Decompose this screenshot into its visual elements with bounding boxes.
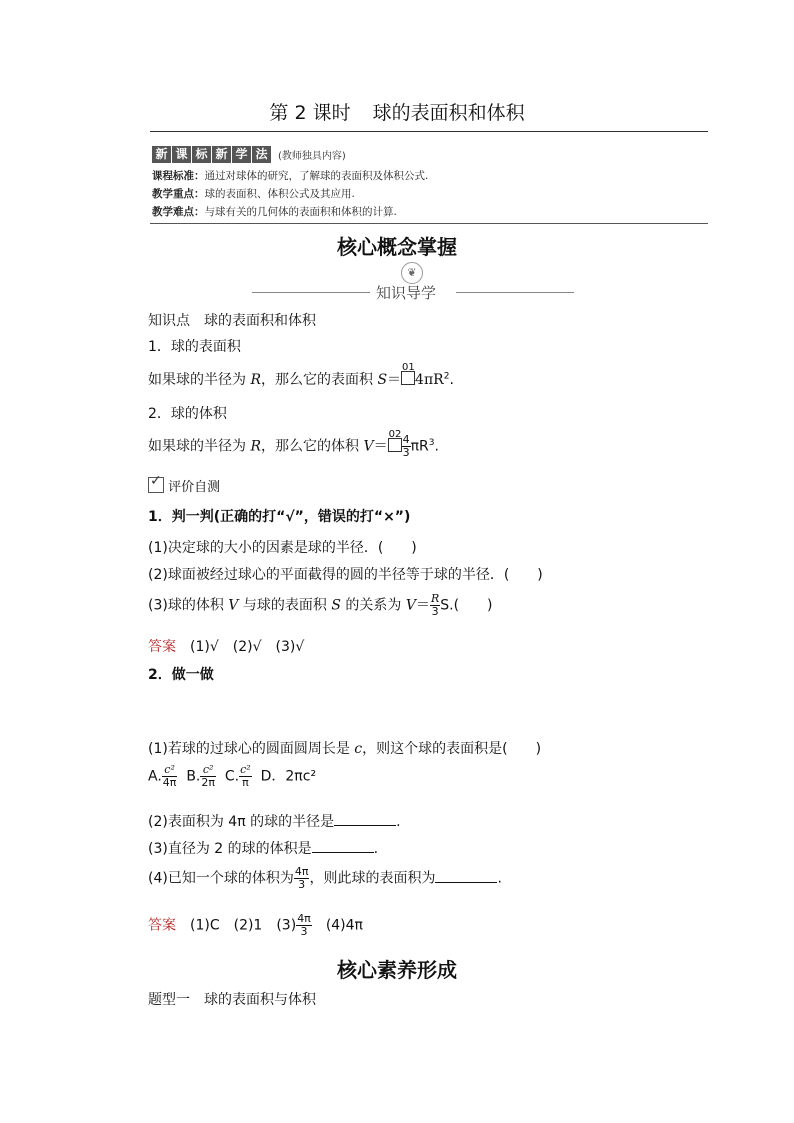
q2-heading: 2．做一做	[148, 667, 214, 683]
equals: ＝	[415, 597, 430, 614]
page-title	[0, 98, 794, 125]
section-heading-core-literacy: 核心素养形成	[337, 958, 457, 982]
guide-title: 知识导学	[376, 284, 437, 302]
denominator: 4π	[162, 776, 177, 789]
numerator: c²	[162, 764, 178, 777]
answer-blank	[334, 811, 396, 826]
numerator: 4π	[294, 865, 309, 878]
banner-char: 法	[252, 146, 271, 163]
formula: πR	[410, 438, 429, 455]
denominator: 3	[431, 605, 439, 618]
q1-item-1: (1)决定球的大小的因素是球的半径．( )	[148, 540, 417, 556]
surface-area-heading: 1．球的表面积	[148, 339, 241, 355]
text: (2)表面积为 4π 的球的半径是	[148, 814, 335, 830]
denominator: 3	[300, 925, 308, 938]
text: (3)球的体积	[148, 597, 229, 614]
numerator: R	[430, 592, 440, 605]
section-heading-core-concepts: 核心概念掌握	[337, 235, 457, 259]
answer-blank	[312, 838, 374, 853]
text: (3)直径为 2 的球的体积是	[148, 841, 312, 857]
equals: ＝	[373, 438, 388, 455]
text: .	[396, 814, 401, 830]
standard-label: 课程标准：	[152, 170, 205, 182]
fraction	[162, 764, 178, 789]
answer-text: (4)4π	[325, 917, 363, 934]
formula: 4πR	[415, 372, 444, 388]
text: (4)已知一个球的体积为	[148, 870, 294, 887]
var-v: V	[405, 597, 416, 614]
q1-item-3	[148, 593, 493, 618]
fraction	[294, 866, 310, 891]
focus-label: 教学重点：	[152, 188, 205, 200]
eval-label: 评价自测	[168, 480, 221, 495]
text: .	[373, 841, 379, 857]
focus-text: 球的表面积、体积公式及其应用.	[204, 188, 355, 200]
numerator: 4π	[297, 912, 311, 925]
answer-blank	[435, 868, 497, 883]
teaching-difficulty	[152, 204, 397, 219]
numerator: 4	[402, 433, 410, 446]
banner-char: 标	[192, 146, 211, 163]
lesson-name: 球的表面积和体积	[372, 102, 525, 124]
text: .	[434, 438, 439, 455]
var-c: c	[354, 741, 363, 757]
blank-marker	[401, 362, 415, 385]
guide-line-right	[456, 292, 574, 293]
q2-answer	[148, 913, 363, 938]
answer-label: 答案	[148, 639, 176, 655]
option-c: C.	[224, 768, 240, 785]
exponent: 2	[443, 371, 450, 382]
q2-item-4	[148, 866, 502, 891]
banner	[152, 146, 346, 163]
q2-options	[148, 764, 316, 789]
surface-area-formula	[148, 362, 454, 389]
option-a: A.	[148, 768, 162, 785]
denominator: π	[242, 776, 249, 789]
answer-text: (1)√ (2)√ (3)√	[190, 639, 305, 655]
exponent: 3	[428, 437, 435, 448]
guide-divider	[252, 262, 574, 308]
text: (1)若球的过球心的圆面圆周长是	[148, 741, 355, 757]
text: 与球的表面积	[238, 597, 332, 614]
volume-heading: 2．球的体积	[148, 406, 227, 422]
numerator: c²	[240, 763, 251, 776]
fraction	[402, 434, 411, 459]
volume-formula	[148, 428, 439, 459]
difficulty-label: 教学难点：	[152, 206, 205, 218]
denominator: 2π	[201, 776, 215, 789]
banner-char: 新	[212, 146, 231, 163]
var-v: V	[228, 597, 239, 614]
q1-item-2: (2)球面被经过球心的平面截得的圆的半径等于球的半径．( )	[148, 567, 543, 583]
banner-char: 学	[232, 146, 251, 163]
fraction	[430, 593, 440, 618]
course-standard	[152, 168, 428, 183]
text: ，则这个球的表面积是( )	[362, 741, 542, 757]
var-v: V	[363, 438, 374, 455]
lesson-number: 第 2 课时	[269, 102, 351, 124]
marker-number: 02	[388, 428, 402, 440]
question-type-1: 题型一 球的表面积与体积	[148, 992, 316, 1008]
denominator: 3	[298, 878, 306, 891]
fraction	[200, 764, 216, 789]
var-s: S	[331, 597, 341, 614]
denominator: 3	[402, 446, 410, 459]
text: 如果球的半径为	[148, 438, 251, 455]
q1-heading: 1．判一判(正确的打“√”，错误的打“×”)	[148, 509, 411, 525]
standards-rule	[150, 223, 708, 224]
text: 如果球的半径为	[148, 372, 251, 388]
text: ，那么它的表面积	[261, 372, 378, 388]
text: .	[449, 372, 454, 388]
self-evaluation-heading	[148, 476, 220, 495]
var-s: S	[377, 372, 388, 388]
knowledge-point-title: 知识点 球的表面积和体积	[148, 313, 316, 329]
blank-marker	[388, 428, 402, 452]
q1-answer	[148, 636, 304, 656]
q2-item-3	[148, 838, 378, 858]
teaching-focus	[152, 186, 355, 201]
answer-text: (1)C (2)1 (3)	[190, 917, 297, 934]
q2-item-2	[148, 811, 401, 831]
marker-number: 01	[402, 362, 415, 373]
standard-text: 通过对球体的研究，了解球的表面积及体积公式.	[204, 170, 429, 182]
text: ，则此球的表面积为	[309, 870, 436, 887]
difficulty-text: 与球有关的几何体的表面积和体积的计算.	[204, 206, 397, 218]
checkbox-icon	[148, 477, 164, 493]
text: ，那么它的体积	[261, 438, 364, 455]
title-rule	[150, 131, 708, 132]
guide-line-left	[252, 292, 370, 293]
q2-item-1	[148, 738, 541, 758]
option-b: B.	[186, 768, 201, 785]
text: S.( )	[440, 597, 493, 614]
leaf-icon: ❦	[401, 262, 423, 284]
fraction	[296, 913, 312, 938]
option-d: D．2πc²	[260, 768, 317, 785]
var-r: R	[250, 438, 261, 455]
answer-label: 答案	[148, 917, 176, 934]
text: .	[497, 870, 502, 887]
banner-char: 课	[172, 146, 191, 163]
numerator: c²	[200, 764, 216, 777]
equals: ＝	[387, 372, 402, 388]
banner-note: (教师独具内容)	[278, 151, 346, 162]
var-r: R	[250, 372, 261, 388]
text: 的关系为	[340, 597, 406, 614]
fraction	[239, 764, 252, 789]
banner-char: 新	[152, 146, 171, 163]
